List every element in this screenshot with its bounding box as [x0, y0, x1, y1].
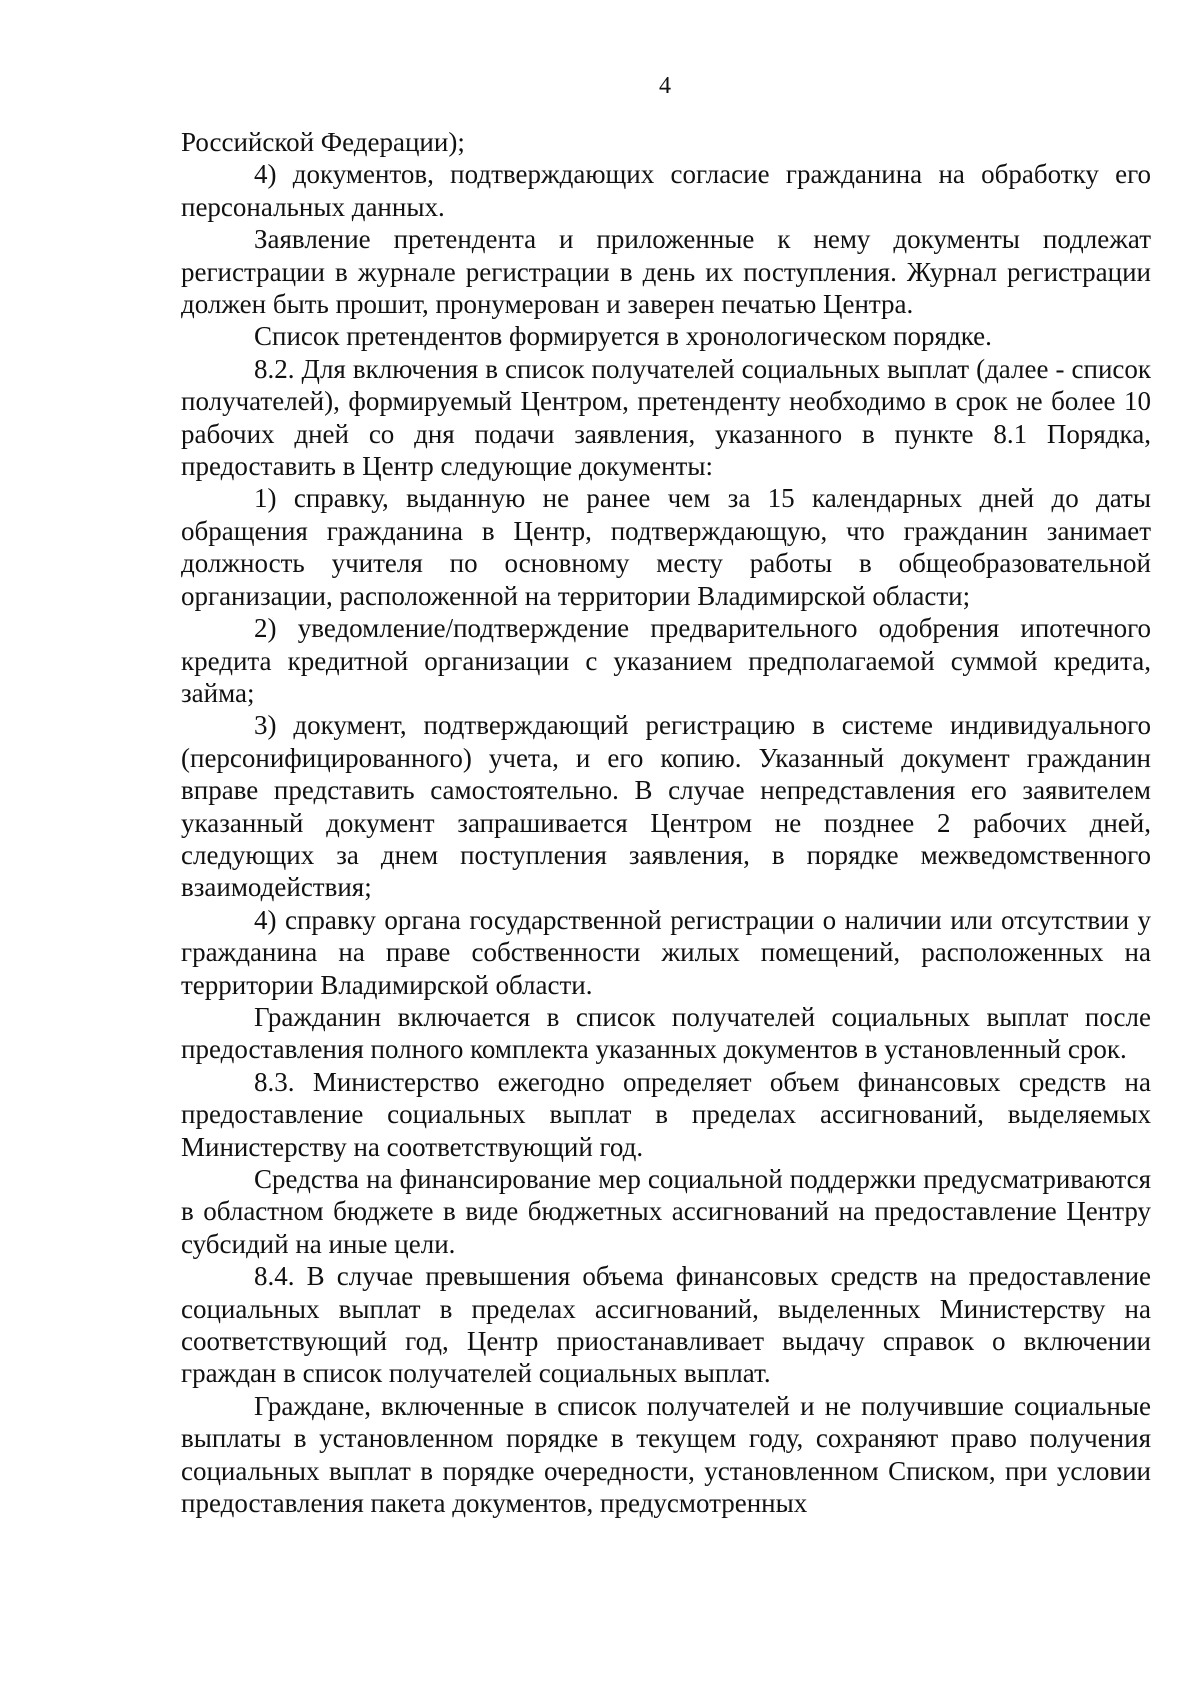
paragraph-continuation: Российской Федерации); — [181, 127, 465, 157]
paragraph-funding: Средства на финансирование мер социальной поддержки предусматриваются в областном бюджете в виде бюджетных ассигнований на предоставление Центру субсидий на иные цели. — [181, 1164, 1151, 1259]
paragraph-item-2-mortgage: 2) уведомление/подтверждение предварительного одобрения ипотечного кредита кредитной организации с указанием предполагаемой суммой кредита, займа; — [181, 613, 1151, 708]
paragraph-item-3-registration-document: 3) документ, подтверждающий регистрацию в системе индивидуального (персонифицированного) учета, и его копию. Указанный документ гражданин вправе представить самостоятельно. В случае непредставления его заявителем указанный документ запрашивается Центром не позднее 2 рабочих дней, следующих за днем поступления заявления, в порядке межведомственного взаимодействия; — [181, 710, 1151, 903]
paragraph-application-registration: Заявление претендента и приложенные к нему документы подлежат регистрации в журнале регистрации в день их поступления. Журнал регистрации должен быть прошит, пронумерован и заверен печатью Центра. — [181, 224, 1151, 320]
paragraph-retained-right: Граждане, включенные в список получателей и не получившие социальные выплаты в установленном порядке в текущем году, сохраняют право получения социальных выплат в порядке очередности, установленном Списком, при условии предоставления пакета документов, предусмотренных — [181, 1390, 1151, 1519]
paragraph-item-4-consent: 4) документов, подтверждающих согласие гражданина на обработку его персональных данных. — [181, 159, 1151, 222]
paragraph-section-8-3: 8.3. Министерство ежегодно определяет объем финансовых средств на предоставление социальных выплат в пределах ассигнований, выделяемых Министерству на соответствующий год. — [181, 1066, 1151, 1162]
paragraph-applicant-list: Список претендентов формируется в хронологическом порядке. — [254, 321, 992, 352]
paragraph-item-4-property-certificate: 4) справку органа государственной регистрации о наличии или отсутствии у гражданина на праве собственности жилых помещений, расположенных на территории Владимирской области. — [181, 904, 1151, 1000]
document-body — [181, 126, 1151, 1519]
paragraph-section-8-2: 8.2. Для включения в список получателей социальных выплат (далее - список получателей), формируемый Центром, претенденту необходимо в срок не более 10 рабочих дней со дня подачи заявления, указанного в пункте 8.1 Порядка, предоставить в Центр следующие документы: — [181, 353, 1151, 482]
page-number: 4 — [659, 73, 671, 99]
paragraph-item-1-certificate: 1) справку, выданную не ранее чем за 15 календарных дней до даты обращения гражданина в Центр, подтверждающую, что гражданин занимает должность учителя по основному месту работы в общеобразовательной организации, расположенной на территории Владимирской области; — [181, 483, 1151, 611]
paragraph-section-8-4: 8.4. В случае превышения объема финансовых средств на предоставление социальных выплат в пределах ассигнований, выделенных Министерству на соответствующий год, Центр приостанавливает выдачу справок о включении граждан в список получателей социальных выплат. — [181, 1261, 1151, 1389]
paragraph-inclusion-rule: Гражданин включается в список получателей социальных выплат после предоставления полного комплекта указанных документов в установленный срок. — [181, 1001, 1151, 1065]
